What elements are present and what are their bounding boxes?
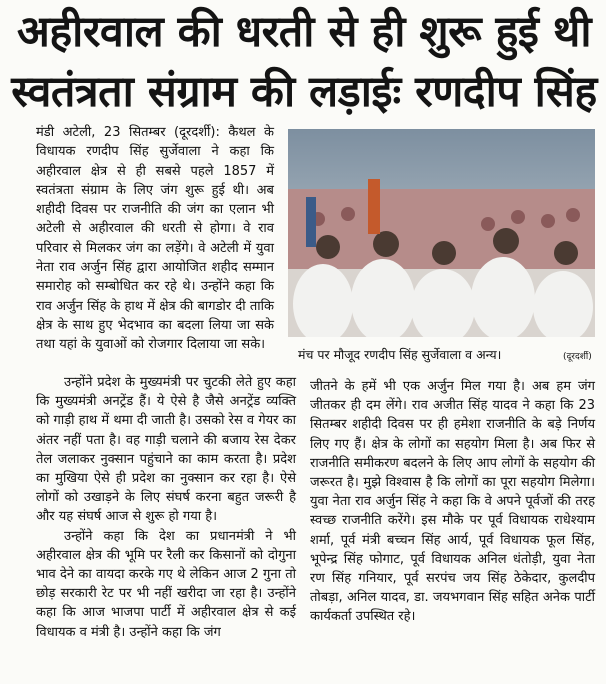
headline-line-1: अहीरवाल की धरती से ही शुरू हुई थी bbox=[17, 7, 591, 57]
headline-line-2: स्वतंत्रता संग्राम की लड़ाईः रणदीप सिंह bbox=[11, 67, 597, 117]
article-left-column bbox=[36, 373, 296, 642]
right-paragraph: जीतने के हमें भी एक अर्जुन मिल गया है। अब हम जंग जीतकर ही दम लेंगे। राव अजीत सिंह यादव ने कहा कि 23 सितम्बर शहीदी दिवस पर ही हमेशा राजनीति के बड़े निर्णय लिए गए हैं। क्षेत्र के लोगों का सहयोग मिला है। अब फिर से राजनीति समीकरण बदलने के लिए आप लोगों के सहयोग की जरूरत है। मुझे विश्वास है कि लोगों का पूरा सहयोग मिलेगा। युवा नेता राव अर्जुन सिंह ने कहा कि वे अपने पूर्वजों की तरह स्वच्छ राजनीति करेंगे। इस मौके पर पूर्व विधायक राधेश्याम शर्मा, पूर्व मंत्री बच्चन सिंह आर्य, पूर्व विधायक फूल सिंह, भूपेन्द्र सिंह फोगाट, पूर्व विधायक अनिल धंतोड़ी, युवा नेता रण सिंह गनियार, पूर्व सरपंच जय सिंह ठेकेदार, कुलदीप तोबड़ा, अनिल यादव, डा. जयभगवान सिंह सहित अनेक पार्टी कार्यकर्ता उपस्थित रहे। bbox=[310, 379, 595, 625]
lead-paragraph: मंडी अटेली, 23 सितम्बर (दूरदर्शी): कैथल के विधायक रणदीप सिंह सुर्जेवाला ने कहा कि अहीरवाल क्षेत्र से ही सबसे पहले 1857 में स्वतंत्रता संग्राम के लिए जंग शुरू हुई थी। अब शहीदी दिवस पर राजनीति की जंग का एलान भी अटेली से अहीरवाल की धरती से होगा। वे राव परिवार से मिलकर जंग का लड़ेंगे। वे अटेली में युवा नेता राव अर्जुन सिंह द्वारा आयोजित शहीद सम्मान समारोह को सम्बोधित कर रहे थे। उन्होंने कहा कि राव अर्जुन सिंह के हाथ में क्षेत्र की बागडोर दी ताकि क्षेत्र के साथ हुए भेदभाव का बदला लिया जा सके तथा यहां के युवाओं को रोजगार दिलाया जा सके। bbox=[36, 125, 274, 353]
left-paragraph-2: उन्होंने कहा कि देश का प्रधानमंत्री ने भी अहीरवाल क्षेत्र की भूमि पर रैली कर किसानों को दोगुना भाव देने का वायदा करके गए थे लेकिन आज 2 गुना तो छोड़ सरकारी रेट पर भी नहीं खरीदा जा रहा है। उन्होंने कहा कि आज भाजपा पार्टी में अहीरवाल क्षेत्र से कई विधायक व मंत्री है। उन्होंने कहा कि जंग bbox=[36, 528, 296, 640]
photo-credit: (दूरदर्शी) bbox=[563, 352, 592, 362]
news-photo bbox=[288, 129, 595, 337]
article-right-column bbox=[310, 377, 595, 627]
article-lead bbox=[36, 123, 274, 355]
photo-caption: मंच पर मौजूद रणदीप सिंह सुर्जेवाला व अन्य। bbox=[298, 347, 502, 362]
left-paragraph-1: उन्होंने प्रदेश के मुख्यमंत्री पर चुटकी लेते हुए कहा कि मुख्यमंत्री अनट्रेंड हैं। ये ऐसे है जैसे अनट्रेंड व्यक्ति को गाड़ी हाथ में थमा दी जाती है। उसको रेस व गेयर का अंतर नहीं पता है। वह गाड़ी चलाने की बजाय रेस देकर तेल जलाकर नुक्सान पहुंचाने का काम करता है। प्रदेश का मुखिया ऐसे ही प्रदेश का नुक्सान कर रहा है। ऐसे लोगों को उखाड़ने के लिए संघर्ष करना बहुत जरूरी है और यह संघर्ष आज से शुरू हो गया है। bbox=[36, 375, 296, 525]
